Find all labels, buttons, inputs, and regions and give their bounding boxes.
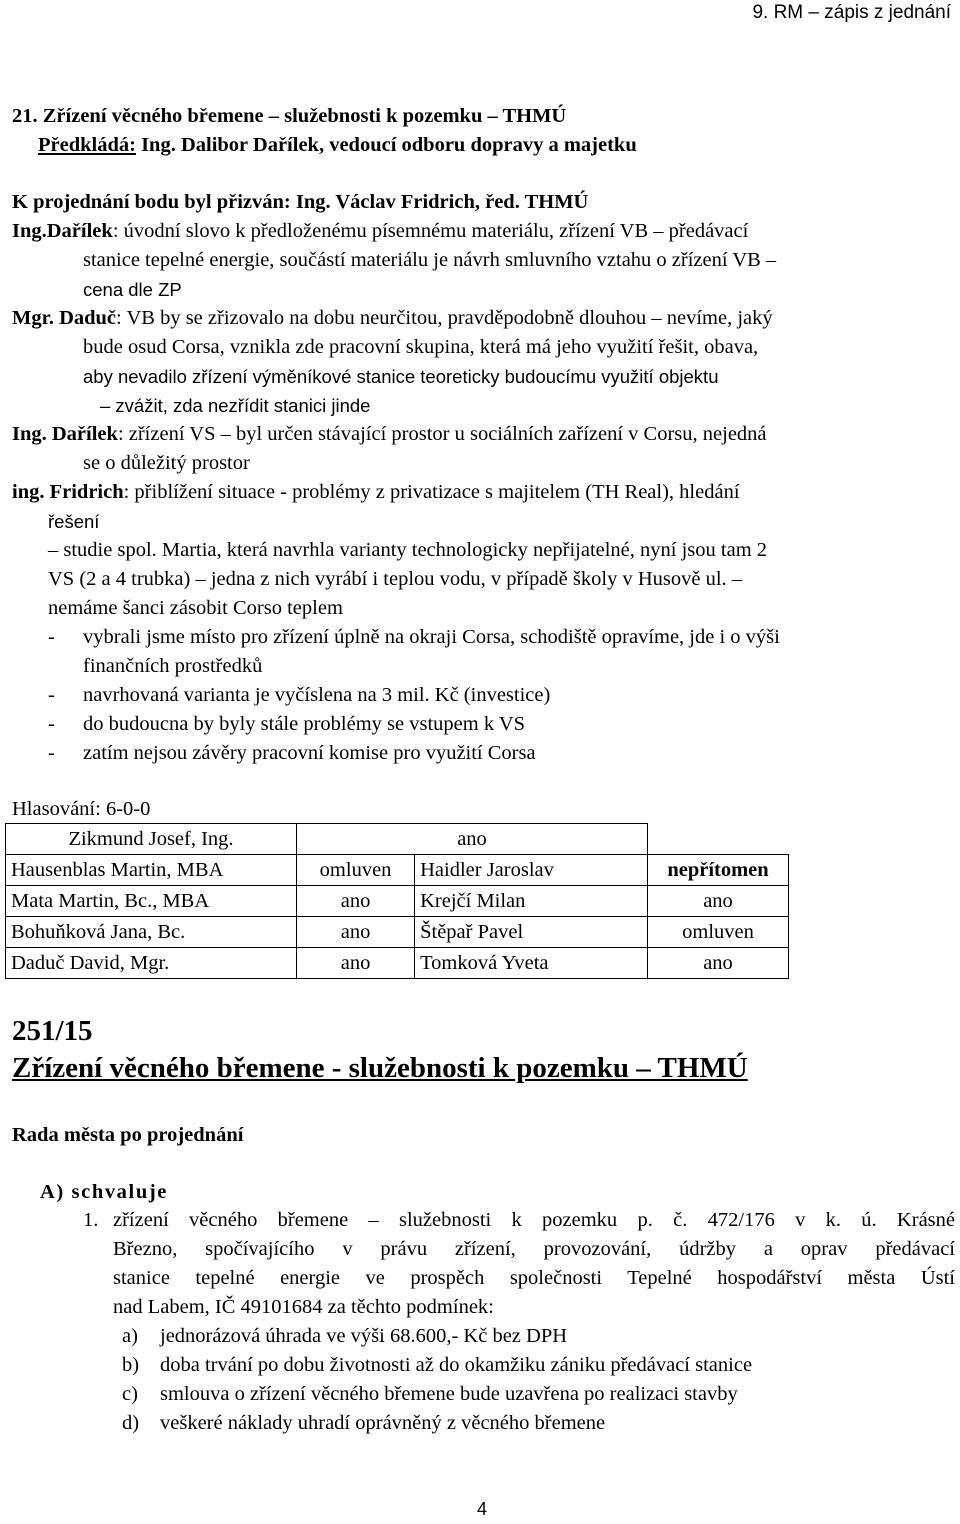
- discussion-entry-3: [12, 420, 767, 449]
- member-name: Daduč David, Mgr.: [6, 948, 297, 979]
- table-row: [6, 824, 789, 855]
- member-name: Štěpař Pavel: [415, 917, 648, 948]
- discussion-text: bude osud Corsa, vznikla zde pracovní skupina, která má jeho využití řešit, obava,: [83, 336, 759, 358]
- condition-letter: d): [122, 1412, 140, 1434]
- discussion-text: – studie spol. Martia, která navrhla varianty technologicky nepřijatelné, nyní jsou tam 2: [48, 539, 768, 561]
- bullet-dash: -: [48, 684, 55, 706]
- discussion-text: aby nevadilo zřízení výměníkové stanice teoreticky budoucímu využití objektu: [83, 366, 719, 387]
- condition-letter: b): [122, 1354, 140, 1376]
- member-name: Haidler Jaroslav: [415, 855, 648, 886]
- member-vote: ano: [297, 886, 415, 917]
- bullet-item: vybrali jsme místo pro zřízení úplně na okraji Corsa, schodiště opravíme, jde i o výši: [83, 626, 780, 648]
- member-vote: ano: [297, 917, 415, 948]
- member-name: Hausenblas Martin, MBA: [6, 855, 297, 886]
- speaker-name: Ing. Dařílek: [12, 423, 118, 445]
- discussion-text: se o důležitý prostor: [83, 452, 250, 474]
- bullet-item: zatím nejsou závěry pracovní komise pro využití Corsa: [83, 742, 536, 764]
- discussion-text: : VB by se zřizovalo na dobu neurčitou, pravděpodobně dlouhou – nevíme, jaký: [116, 307, 773, 329]
- member-name: Tomková Yveta: [415, 948, 648, 979]
- bullet-item: navrhovaná varianta je vyčíslena na 3 mil. Kč (investice): [83, 684, 551, 706]
- table-row: [6, 948, 789, 979]
- discussion-text: cena dle ZP: [83, 279, 182, 300]
- discussion-entry-2: [12, 304, 773, 333]
- point-number: 1.: [83, 1209, 99, 1231]
- member-vote: omluven: [297, 855, 415, 886]
- member-name: Mata Martin, Bc., MBA: [6, 886, 297, 917]
- page-number: 4: [477, 1499, 488, 1519]
- discussion-text: VS (2 a 4 trubka) – jedna z nich vyrábí i teplou vodu, v případě školy v Husově ul. –: [48, 568, 743, 590]
- table-row: [6, 886, 789, 917]
- member-vote: ano: [297, 948, 415, 979]
- item-title: 21. Zřízení věcného břemene – služebnosti k pozemku – THMÚ: [12, 105, 567, 127]
- presenter-label: Předkládá:: [38, 134, 136, 156]
- point-text: zřízení věcného břemene – služebnosti k pozemku p. č. 472/176 v k. ú. Krásné: [113, 1209, 955, 1231]
- point-text: Březno, spočívajícího v právu zřízení, provozování, údržby a oprav předávací: [113, 1238, 955, 1260]
- resolution-number: 251/15: [12, 1015, 93, 1047]
- condition-text: smlouva o zřízení věcného břemene bude uzavřena po realizaci stavby: [160, 1383, 738, 1405]
- page-header: 9. RM – zápis z jednání: [752, 2, 951, 23]
- discussion-text: – zvážit, zda nezřídit stanici jinde: [100, 395, 371, 416]
- presenter-name: Ing. Dalibor Dařílek, vedoucí odboru dopravy a majetku: [135, 134, 637, 156]
- table-row: [6, 917, 789, 948]
- condition-text: doba trvání po dobu životnosti až do okamžiku zániku předávací stanice: [160, 1354, 753, 1376]
- member-vote: ano: [648, 886, 789, 917]
- bullet-dash: -: [48, 742, 55, 764]
- bullet-dash: -: [48, 713, 55, 735]
- speaker-name: ing. Fridrich: [12, 481, 124, 503]
- discussion-text: nemáme šanci zásobit Corso teplem: [48, 597, 343, 619]
- member-vote: ano: [297, 824, 648, 855]
- discussion-text: řešení: [48, 511, 100, 532]
- table-row: [6, 855, 789, 886]
- voting-table: [5, 823, 789, 979]
- condition-text: veškeré náklady uhradí oprávněný z věcného břemene: [160, 1412, 606, 1434]
- member-name: Zikmund Josef, Ing.: [6, 824, 297, 855]
- member-vote: ano: [648, 948, 789, 979]
- member-vote: omluven: [648, 917, 789, 948]
- discussion-text: : přiblížení situace - problémy z privatizace s majitelem (TH Real), hledání: [123, 481, 740, 503]
- invited-line: K projednání bodu byl přizván: Ing. Václav Fridrich, řed. THMÚ: [12, 191, 589, 213]
- resolution-council: Rada města po projednání: [12, 1124, 244, 1146]
- speaker-name: Mgr. Daduč: [12, 307, 117, 329]
- discussion-text: : zřízení VS – byl určen stávající prostor u sociálních zařízení v Corsu, nejedná: [117, 423, 767, 445]
- point-text: stanice tepelné energie ve prospěch společnosti Tepelné hospodářství města Ústí: [113, 1267, 955, 1289]
- condition-text: jednorázová úhrada ve výši 68.600,- Kč bez DPH: [160, 1325, 568, 1347]
- resolution-approves: A) schvaluje: [40, 1181, 168, 1203]
- discussion-entry-1: [12, 217, 748, 246]
- member-name: Bohuňková Jana, Bc.: [6, 917, 297, 948]
- condition-letter: c): [122, 1383, 138, 1405]
- point-text: nad Labem, IČ 49101684 za těchto podmínek:: [113, 1296, 494, 1318]
- member-name: Krejčí Milan: [415, 886, 648, 917]
- bullet-dash: -: [48, 626, 55, 648]
- resolution-title: Zřízení věcného břemene - služebnosti k pozemku – THMÚ: [12, 1052, 748, 1084]
- member-vote: nepřítomen: [648, 855, 789, 886]
- discussion-text: : úvodní slovo k předloženému písemnému materiálu, zřízení VB – předávací: [112, 220, 749, 242]
- empty-cell: [648, 824, 789, 855]
- item-presenter: [38, 131, 637, 160]
- speaker-name: Ing.Dařílek: [12, 220, 113, 242]
- voting-label: Hlasování: 6-0-0: [12, 798, 151, 820]
- bullet-item: do budoucna by byly stále problémy se vstupem k VS: [83, 713, 526, 735]
- bullet-item-continued: finančních prostředků: [83, 655, 263, 677]
- condition-letter: a): [122, 1325, 138, 1347]
- discussion-text: stanice tepelné energie, součástí materiálu je návrh smluvního vztahu o zřízení VB –: [83, 249, 777, 271]
- discussion-entry-4: [12, 478, 740, 507]
